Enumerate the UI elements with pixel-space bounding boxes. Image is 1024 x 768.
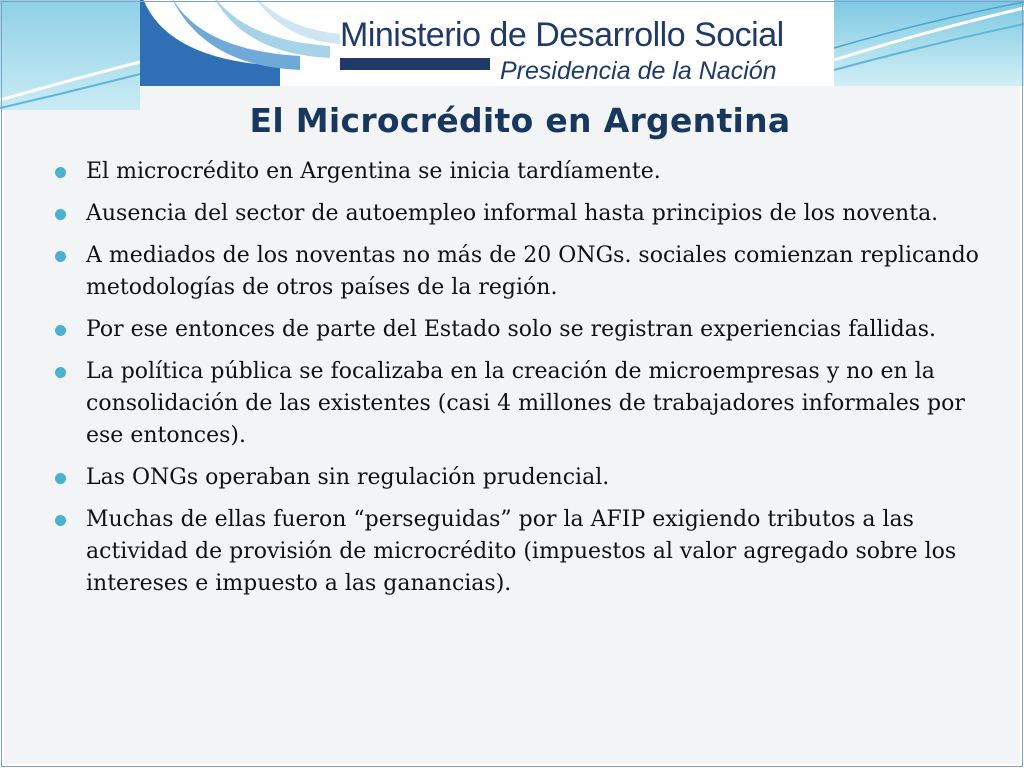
bullet-icon xyxy=(55,325,66,336)
bullet-icon xyxy=(55,209,66,220)
list-item xyxy=(52,240,982,304)
logo-ministry-text: Ministerio de Desarrollo Social xyxy=(340,16,784,54)
bullet-icon xyxy=(55,473,66,484)
bullet-text: A mediados de los noventas no más de 20 ONGs. sociales comienzan replicando metodologías de otros países de la región. xyxy=(86,243,979,300)
bullet-text: Ausencia del sector de autoempleo informal hasta principios de los noventa. xyxy=(86,201,939,226)
list-item xyxy=(52,198,982,230)
logo-presidency-text: Presidencia de la Nación xyxy=(500,57,777,85)
list-item xyxy=(52,314,982,346)
bullet-icon xyxy=(55,167,66,178)
bullet-text: Muchas de ellas fueron “perseguidas” por la AFIP exigiendo tributos a las actividad de provisión de microcrédito (impuestos al valor agregado sobre los intereses e impuesto a las ganancias). xyxy=(86,507,957,596)
list-item xyxy=(52,462,982,494)
bullet-text: El microcrédito en Argentina se inicia tardíamente. xyxy=(86,159,661,184)
list-item xyxy=(52,156,982,188)
bullet-text: La política pública se focalizaba en la creación de microempresas y no en la consolidación de las existentes (casi 4 millones de trabajadores informales por ese entonces). xyxy=(86,359,965,448)
list-item xyxy=(52,504,982,600)
ministry-logo xyxy=(140,0,834,86)
list-item xyxy=(52,356,982,452)
header-band-right xyxy=(834,0,1024,86)
slide-title: El Microcrédito en Argentina xyxy=(249,101,791,140)
bullet-icon xyxy=(55,515,66,526)
bullet-icon xyxy=(55,367,66,378)
bullet-text: Las ONGs operaban sin regulación prudencial. xyxy=(86,465,610,490)
bullet-text: Por ese entonces de parte del Estado solo se registran experiencias fallidas. xyxy=(86,317,937,342)
logo-rule xyxy=(340,58,490,70)
bullet-icon xyxy=(55,251,66,262)
bullet-list xyxy=(52,156,982,610)
